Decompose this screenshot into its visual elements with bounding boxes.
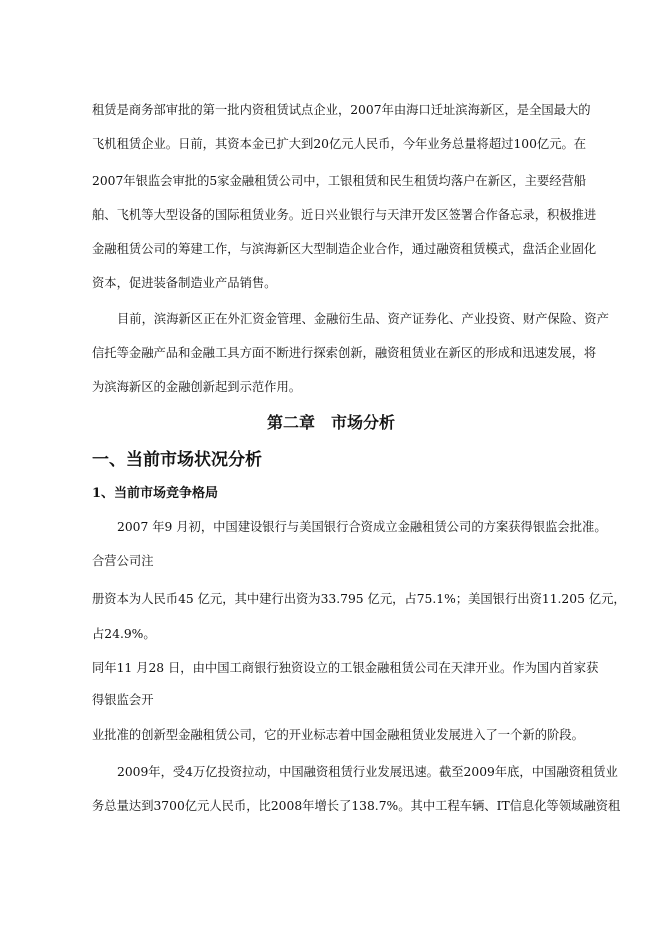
paragraph-line: 为滨海新区的金融创新起到示范作用。	[92, 380, 302, 394]
paragraph-line: 2007 年9 月初，中国建设银行与美国银行合资成立金融租赁公司的方案获得银监会批准。	[117, 520, 607, 534]
paragraph-line: 2007年银监会审批的5家金融租赁公司中，工银租赁和民生租赁均落户在新区，主要经营船	[92, 174, 587, 188]
paragraph-line: 占24.9%。	[92, 627, 156, 641]
subsection-title: 1、当前市场竞争格局	[92, 486, 219, 501]
paragraph-line: 信托等金融产品和金融工具方面不断进行探索创新，融资租赁业在新区的形成和迅速发展，将	[92, 346, 597, 360]
paragraph-line: 册资本为人民币45 亿元，其中建行出资为33.795 亿元，占75.1%；美国银行出资11.205 亿元，	[92, 592, 626, 606]
paragraph-line: 合营公司注	[92, 554, 154, 568]
paragraph-line: 飞机租赁企业。日前，其资本金已扩大到20亿元人民币，今年业务总量将超过100亿元。在	[92, 137, 587, 151]
paragraph-line: 同年11 月28 日，由中国工商银行独资设立的工银金融租赁公司在天津开业。作为国内首家获	[92, 661, 599, 675]
paragraph-line: 2009年，受4万亿投资拉动，中国融资租赁行业发展迅速。截至2009年底，中国融资租赁业	[117, 765, 618, 779]
section-title: 一、当前市场状况分析	[92, 450, 262, 470]
chapter-title: 第二章 市场分析	[266, 413, 395, 432]
paragraph-line: 得银监会开	[92, 693, 154, 707]
paragraph-line: 金融租赁公司的筹建工作，与滨海新区大型制造企业合作，通过融资租赁模式，盘活企业固化	[92, 242, 597, 256]
paragraph-line: 租赁是商务部审批的第一批内资租赁试点企业，2007年由海口迁址滨海新区，是全国最大的	[92, 103, 591, 117]
paragraph-line: 舶、飞机等大型设备的国际租赁业务。近日兴业银行与天津开发区签署合作备忘录，积极推进	[92, 208, 597, 222]
paragraph-line: 务总量达到3700亿元人民币，比2008年增长了138.7%。其中工程车辆、IT信息化等领域融资租	[92, 799, 621, 813]
paragraph-line: 业批准的创新型金融租赁公司，它的开业标志着中国金融租赁业发展进入了一个新的阶段。	[92, 728, 584, 742]
paragraph-line: 资本，促进装备制造业产品销售。	[92, 276, 277, 290]
paragraph-line: 目前，滨海新区正在外汇资金管理、金融衍生品、资产证券化、产业投资、财产保险、资产	[117, 312, 609, 326]
